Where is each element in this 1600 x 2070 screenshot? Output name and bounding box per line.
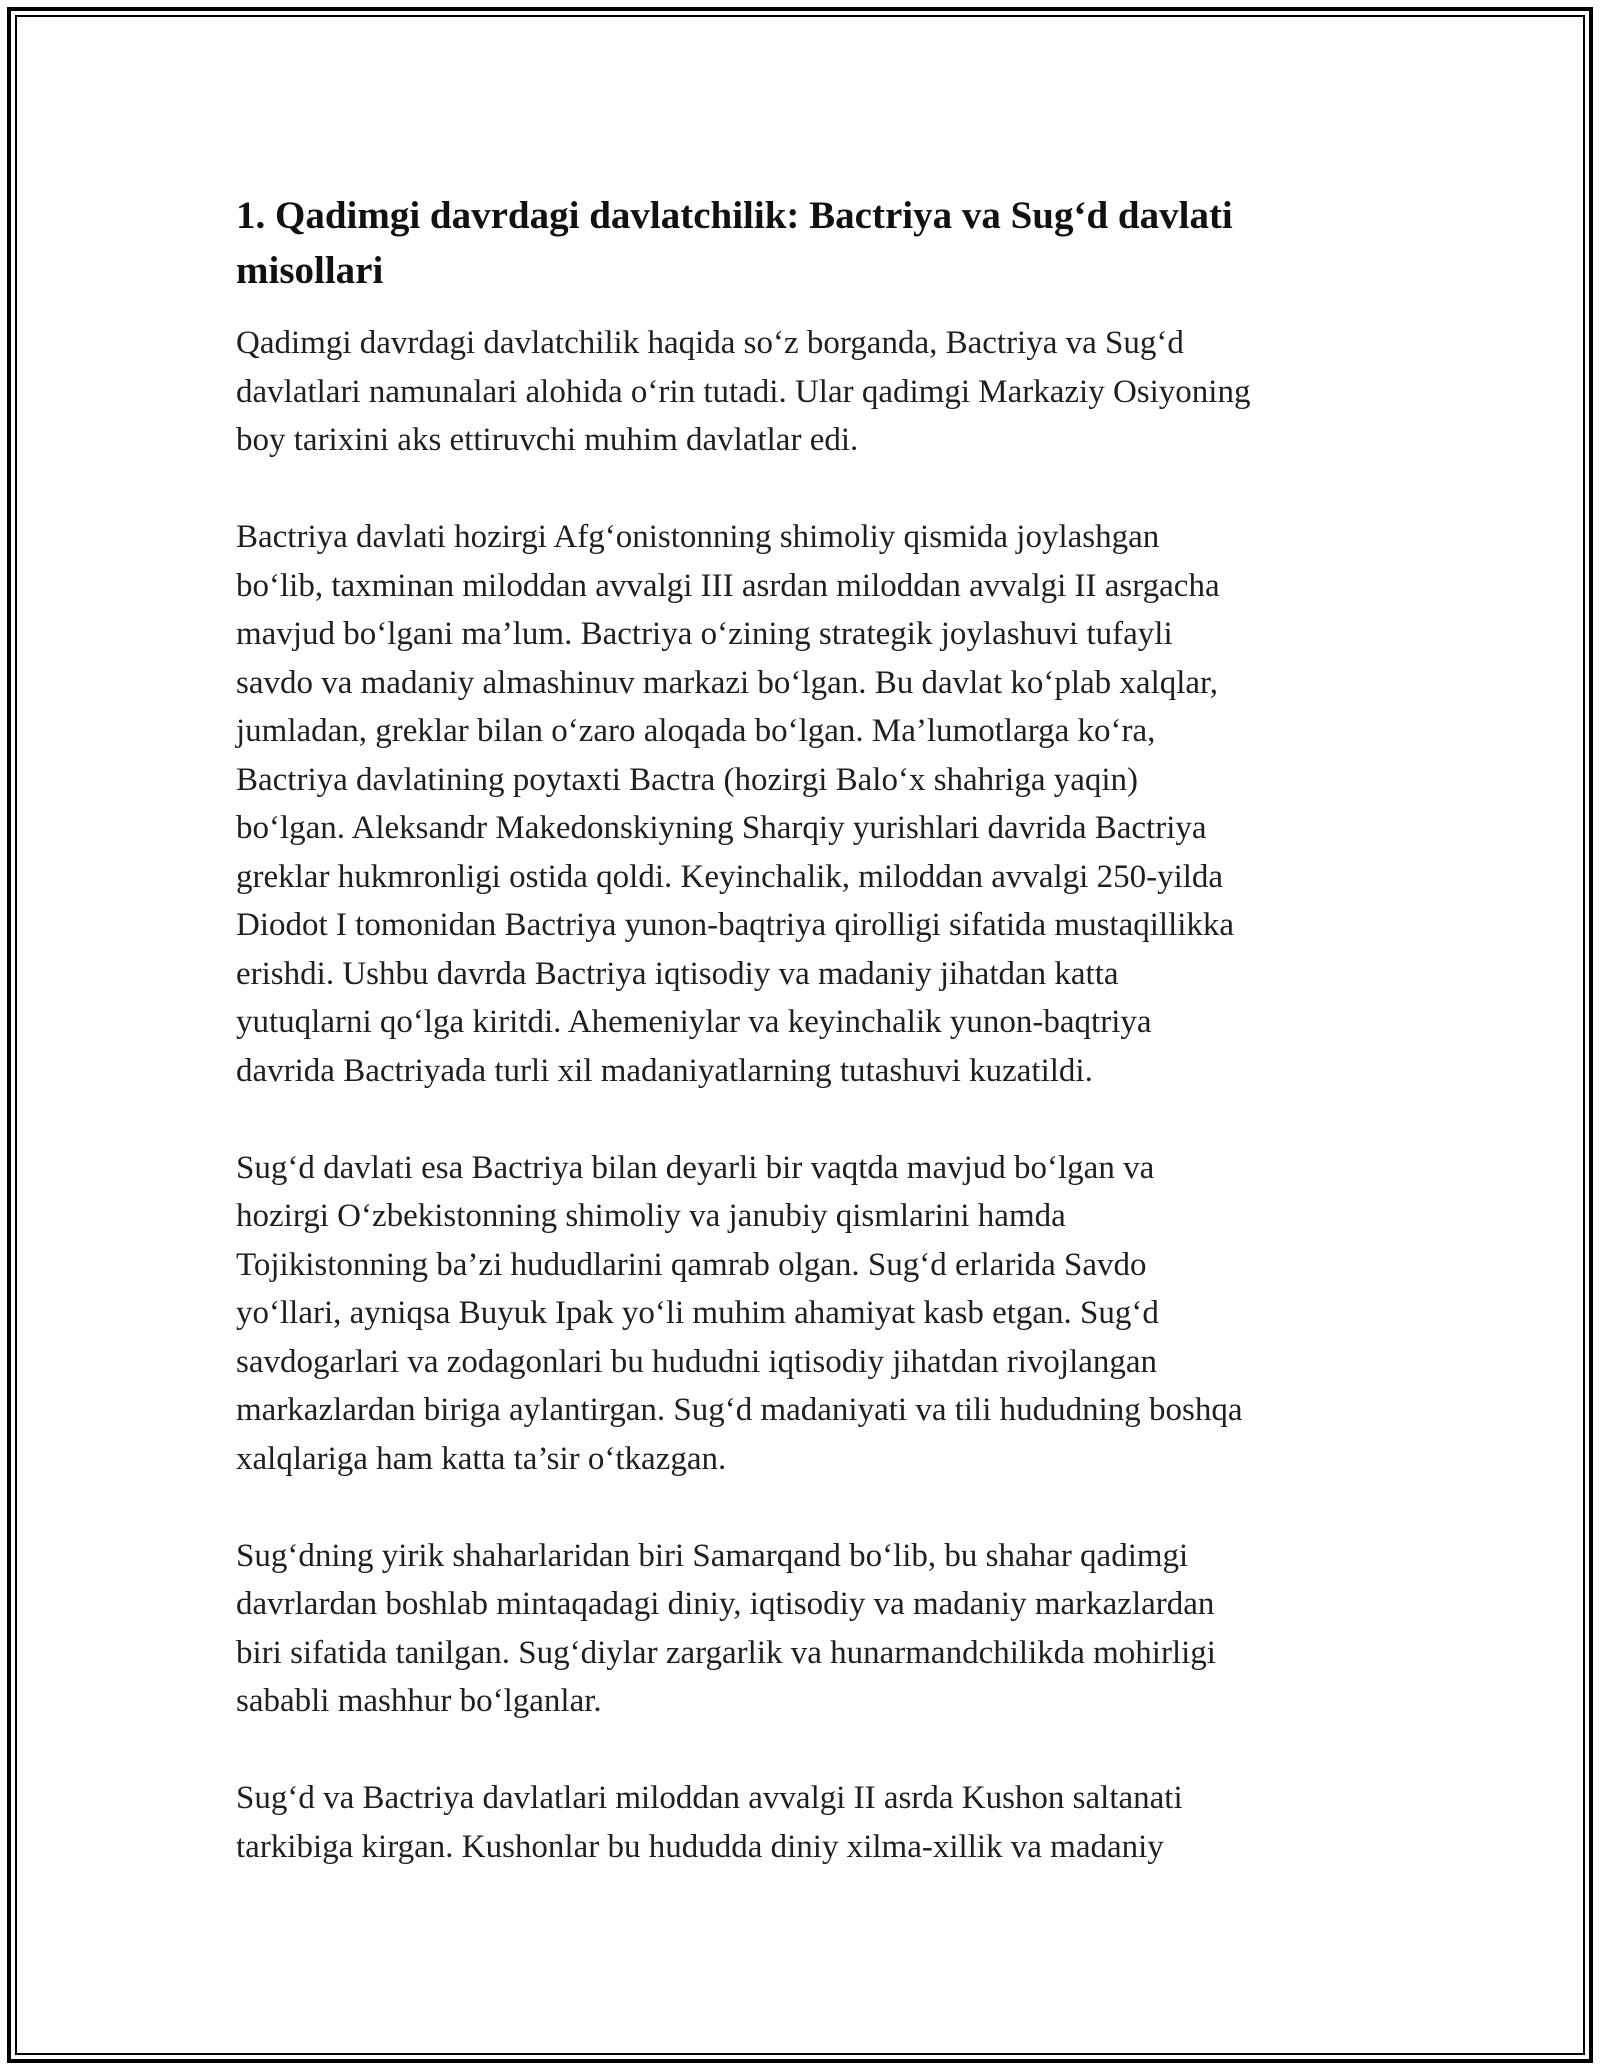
paragraph-sugd: [236, 1144, 1376, 1484]
text-line: tarkibiga kirgan. Kushonlar bu hududda diniy xilma-xillik va madaniy: [236, 1828, 1164, 1865]
text-line: greklar hukmronligi ostida qoldi. Keyinchalik, miloddan avvalgi 250-yilda: [236, 858, 1224, 895]
text-line: hozirgi O‘zbekistonning shimoliy va janubiy qismlarini hamda: [236, 1198, 1066, 1234]
paragraph-kushon: [236, 1774, 1376, 1871]
heading-line: misollari: [236, 249, 384, 292]
text-line: davlatlari namunalari alohida o‘rin tutadi. Ular qadimgi Markaziy Osiyoning: [236, 373, 1251, 410]
text-line: savdo va madaniy almashinuv markazi bo‘lgan. Bu davlat ko‘plab xalqlar,: [236, 664, 1218, 701]
section-heading: [236, 188, 1376, 298]
paragraph-samarqand: [236, 1532, 1376, 1726]
text-line: erishdi. Ushbu davrda Bactriya iqtisodiy va madaniy jihatdan katta: [236, 955, 1119, 992]
text-line: Bactriya davlati hozirgi Afg‘onistonning shimoliy qismida joylashgan: [236, 519, 1160, 555]
text-line: biri sifatida tanilgan. Sug‘diylar zargarlik va hunarmandchilikda mohirligi: [236, 1634, 1216, 1671]
heading-line: 1. Qadimgi davrdagi davlatchilik: Bactriya va Sug‘d davlati: [236, 194, 1233, 237]
text-line: Diodot I tomonidan Bactriya yunon-baqtriya qirolligi sifatida mustaqillikka: [236, 907, 1235, 943]
text-line: bo‘lib, taxminan miloddan avvalgi III asrdan miloddan avvalgi II asrgacha: [236, 567, 1220, 604]
text-line: markazlardan biriga aylantirgan. Sug‘d madaniyati va tili hududning boshqa: [236, 1392, 1243, 1428]
paragraph-intro: [236, 319, 1376, 465]
text-line: Tojikistonning ba’zi hududlarini qamrab olgan. Sug‘d erlarida Savdo: [236, 1246, 1147, 1283]
text-line: Bactriya davlatining poytaxti Bactra (hozirgi Balo‘x shahriga yaqin): [236, 761, 1139, 798]
text-line: Sug‘dning yirik shaharlaridan biri Samarqand bo‘lib, bu shahar qadimgi: [236, 1537, 1189, 1574]
text-line: jumladan, greklar bilan o‘zaro aloqada bo‘lgan. Ma’lumotlarga ko‘ra,: [236, 713, 1156, 749]
text-line: xalqlariga ham katta ta’sir o‘tkazgan.: [236, 1440, 727, 1477]
text-line: davrlardan boshlab mintaqadagi diniy, iqtisodiy va madaniy markazlardan: [236, 1586, 1215, 1622]
text-line: yo‘llari, ayniqsa Buyuk Ipak yo‘li muhim ahamiyat kasb etgan. Sug‘d: [236, 1295, 1159, 1331]
paragraph-bactriya: [236, 513, 1376, 1095]
text-line: Sug‘d davlati esa Bactriya bilan deyarli bir vaqtda mavjud bo‘lgan va: [236, 1149, 1155, 1186]
text-line: yutuqlarni qo‘lga kiritdi. Ahemeniylar va keyinchalik yunon-baqtriya: [236, 1004, 1152, 1040]
text-line: Sug‘d va Bactriya davlatlari miloddan avvalgi II asrda Kushon saltanati: [236, 1780, 1183, 1816]
document-body: [236, 188, 1376, 1871]
text-line: bo‘lgan. Aleksandr Makedonskiyning Sharqiy yurishlari davrida Bactriya: [236, 810, 1207, 846]
text-line: sababli mashhur bo‘lganlar.: [236, 1683, 602, 1719]
text-line: Qadimgi davrdagi davlatchilik haqida so‘z borganda, Bactriya va Sug‘d: [236, 325, 1184, 361]
text-line: savdogarlari va zodagonlari bu hududni iqtisodiy jihatdan rivojlangan: [236, 1343, 1158, 1380]
text-line: boy tarixini aks ettiruvchi muhim davlatlar edi.: [236, 422, 859, 458]
text-line: mavjud bo‘lgani ma’lum. Bactriya o‘zining strategik joylashuvi tufayli: [236, 616, 1173, 652]
text-line: davrida Bactriyada turli xil madaniyatlarning tutashuvi kuzatildi.: [236, 1052, 1093, 1089]
